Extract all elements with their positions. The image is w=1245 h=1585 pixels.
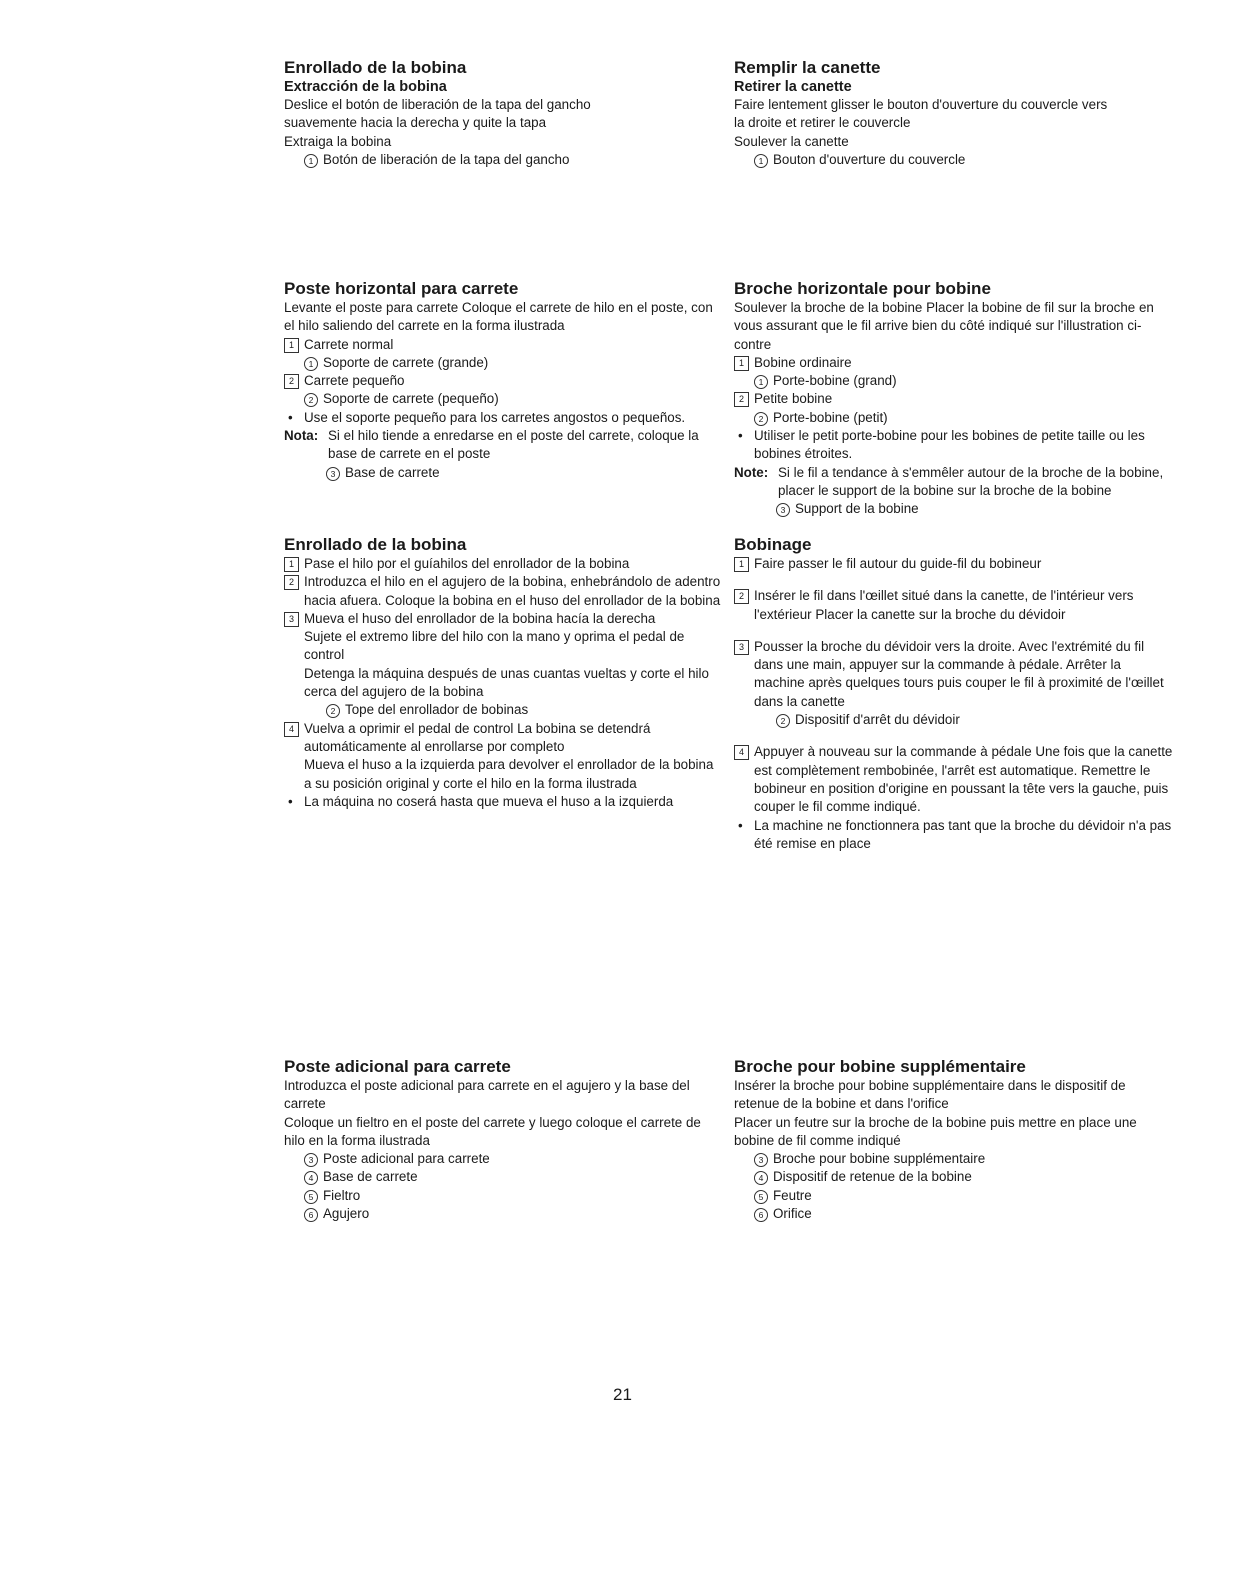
bullet-item: • La máquina no coserá hasta que mueva el huso a la izquierda	[284, 793, 724, 811]
reference-text: Poste adicional para carrete	[323, 1151, 490, 1167]
reference-text: Fieltro	[323, 1187, 361, 1203]
paragraph-line: suavemente hacia la derecha y quite la tapa	[284, 115, 547, 131]
circled-number: 3	[776, 503, 790, 517]
section-title: Poste adicional para carrete	[284, 1057, 511, 1076]
bullet-item: • Use el soporte pequeño para los carretes angostos o pequeños.	[284, 409, 724, 427]
section-title: Broche horizontale pour bobine	[734, 279, 991, 298]
paragraph: Soulever la broche de la bobine Placer la bobine de fil sur la broche en vous assurant que le fil arrive bien du côté indiqué sur l'illustration ci-contre	[734, 300, 1154, 352]
item-text: Carrete normal	[304, 336, 394, 352]
paragraph-line: Faire lentement glisser le bouton d'ouverture du couvercle vers	[734, 97, 1108, 112]
circled-number: 4	[754, 1171, 768, 1185]
reference-text: Dispositif de retenue de la bobine	[773, 1169, 972, 1185]
reference-text: Bouton d'ouverture du couvercle	[773, 151, 966, 167]
reference-text: Base de carrete	[345, 464, 440, 480]
reference-line	[734, 1168, 1174, 1186]
circled-number: 3	[304, 1153, 318, 1167]
paragraph-line: Extraiga la bobina	[284, 133, 392, 149]
paragraph: Sujete el extremo libre del hilo con la mano y oprima el pedal de control	[304, 629, 685, 663]
numbered-item	[734, 743, 1174, 816]
reference-text: Agujero	[323, 1206, 370, 1222]
circled-number: 4	[304, 1171, 318, 1185]
reference-line	[734, 1205, 1174, 1223]
paragraph: Levante el poste para carrete Coloque el carrete de hilo en el poste, con el hilo saliendo del carrete en la forma ilustrada	[284, 300, 713, 334]
item-text: Vuelva a oprimir el pedal de control La bobina se detendrá automáticamente al enrollarse por completo	[304, 720, 651, 754]
reference-line	[284, 151, 724, 169]
reference-line	[734, 151, 1174, 169]
circled-number: 1	[304, 154, 318, 168]
reference-line	[734, 1150, 1174, 1168]
numbered-item	[734, 587, 1174, 624]
note-text: Si el hilo tiende a enredarse en el poste del carrete, coloque la base de carrete en el poste	[328, 428, 699, 462]
section-es-bobbin-removal	[284, 58, 724, 169]
section-title: Bobinage	[734, 535, 812, 554]
reference-text: Base de carrete	[323, 1169, 418, 1185]
numbered-item	[284, 555, 724, 573]
numbered-item	[734, 555, 1174, 573]
circled-number: 2	[304, 393, 318, 407]
reference-line	[284, 1150, 724, 1168]
step-number: 4	[284, 722, 299, 737]
step-number: 2	[734, 392, 749, 407]
paragraph: Mueva el huso a la izquierda para devolver el enrollador de la bobina a su posición original y corte el hilo en la forma ilustrada	[304, 757, 714, 791]
item-text: Mueva el huso del enrollador de la bobina hacía la derecha	[304, 610, 656, 626]
reference-line	[734, 409, 1174, 427]
numbered-item	[734, 390, 1174, 408]
numbered-item	[734, 354, 1174, 372]
reference-line	[734, 372, 1174, 390]
reference-line	[284, 464, 724, 482]
reference-line	[734, 711, 1174, 729]
reference-text: Botón de liberación de la tapa del gancho	[323, 151, 570, 167]
reference-text: Dispositif d'arrêt du dévidoir	[795, 712, 960, 728]
section-subtitle: Extracción de la bobina	[284, 79, 447, 95]
paragraph-line: Deslice el botón de liberación de la tapa del gancho	[284, 97, 591, 112]
section-fr-additional-spool-pin	[734, 1057, 1174, 1223]
reference-text: Broche pour bobine supplémentaire	[773, 1151, 986, 1167]
bullet-item: • La machine ne fonctionnera pas tant que la broche du dévidoir n'a pas été remise en place	[734, 817, 1174, 854]
section-title: Remplir la canette	[734, 58, 881, 77]
circled-number: 5	[754, 1190, 768, 1204]
reference-line	[284, 354, 724, 372]
paragraph: Placer un feutre sur la broche de la bobine puis mettre en place une bobine de fil comme indiqué	[734, 1114, 1137, 1148]
section-es-bobbin-winding	[284, 535, 724, 811]
note-text: Si le fil a tendance à s'emmêler autour de la broche de la bobine, placer le support de la bobine sur la broche de la bobine	[778, 464, 1164, 498]
circled-number: 1	[754, 154, 768, 168]
item-text: Carrete pequeño	[304, 373, 405, 389]
paragraph-line: Soulever la canette	[734, 133, 849, 149]
step-number: 1	[284, 557, 299, 572]
note-label: Note:	[734, 464, 769, 480]
numbered-item	[284, 372, 724, 390]
reference-line	[284, 1205, 724, 1223]
section-fr-horizontal-spool-pin	[734, 279, 1174, 519]
note-label: Nota:	[284, 428, 319, 444]
numbered-item	[284, 336, 724, 354]
note	[734, 464, 1174, 501]
paragraph: Insérer la broche pour bobine supplémentaire dans le dispositif de retenue de la bobine et dans l'orifice	[734, 1078, 1126, 1112]
reference-text: Soporte de carrete (pequeño)	[323, 391, 499, 407]
section-title: Enrollado de la bobina	[284, 58, 467, 77]
item-text: Bobine ordinaire	[754, 354, 852, 370]
reference-line	[284, 390, 724, 408]
step-number: 4	[734, 745, 749, 760]
step-number: 3	[284, 612, 299, 627]
note	[284, 427, 724, 464]
paragraph-line: la droite et retirer le couvercle	[734, 115, 911, 131]
paragraph: Detenga la máquina después de unas cuantas vueltas y corte el hilo cerca del agujero de la bobina	[304, 665, 709, 700]
reference-text: Tope del enrollador de bobinas	[345, 702, 529, 718]
step-number: 1	[734, 356, 749, 371]
section-es-additional-spool-pin	[284, 1057, 724, 1223]
item-text: Introduzca el hilo en el agujero de la bobina, enhebrándolo de adentro hacia afuera. Coloque la bobina en el huso del enrollador de la bobina	[304, 574, 721, 608]
reference-text: Feutre	[773, 1187, 812, 1203]
section-es-horizontal-spool-pin	[284, 279, 724, 482]
circled-number: 2	[326, 704, 340, 718]
section-title: Broche pour bobine supplémentaire	[734, 1057, 1026, 1076]
paragraph: Coloque un fieltro en el poste del carrete y luego coloque el carrete de hilo en la forma ilustrada	[284, 1114, 701, 1148]
numbered-item	[284, 573, 724, 610]
reference-text: Porte-bobine (petit)	[773, 409, 888, 425]
step-number: 1	[734, 557, 749, 572]
bullet-item: • Utiliser le petit porte-bobine pour les bobines de petite taille ou les bobines étroites.	[734, 427, 1174, 464]
section-fr-bobbin-removal	[734, 58, 1174, 169]
item-text: Pase el hilo por el guíahilos del enrollador de la bobina	[304, 556, 630, 571]
reference-text: Orifice	[773, 1206, 812, 1222]
step-number: 2	[284, 374, 299, 389]
circled-number: 2	[754, 412, 768, 426]
reference-line	[284, 1168, 724, 1186]
page-number: 21	[613, 1385, 632, 1404]
step-number: 1	[284, 338, 299, 353]
circled-number: 1	[754, 375, 768, 389]
reference-line	[734, 500, 1174, 518]
paragraph: Introduzca el poste adicional para carrete en el agujero y la base del carrete	[284, 1078, 690, 1112]
reference-line	[284, 701, 724, 719]
circled-number: 3	[326, 467, 340, 481]
reference-line	[284, 1187, 724, 1205]
section-subtitle: Retirer la canette	[734, 79, 852, 95]
reference-line	[734, 1187, 1174, 1205]
circled-number: 1	[304, 357, 318, 371]
circled-number: 6	[754, 1208, 768, 1222]
item-text: Pousser la broche du dévidoir vers la droite. Avec l'extrémité du fil dans une main, appuyer sur la commande à pédale. Arrêter la machine après quelques tours puis couper le fil à proximité de l'œillet dans la canette	[754, 638, 1164, 709]
item-text: Appuyer à nouveau sur la commande à pédale Une fois que la canette est complètement rembobinée, l'arrêt est automatique. Remettre le bobineur en position d'origine en poussant la tête vers la gauche, puis couper le fil comme indiqué.	[754, 744, 1173, 815]
section-fr-bobbin-winding	[734, 535, 1174, 853]
step-number: 2	[284, 575, 299, 590]
reference-text: Porte-bobine (grand)	[773, 373, 897, 389]
numbered-item	[284, 610, 724, 628]
reference-text: Support de la bobine	[795, 501, 919, 517]
reference-text: Soporte de carrete (grande)	[323, 354, 489, 370]
circled-number: 5	[304, 1190, 318, 1204]
step-number: 3	[734, 640, 749, 655]
circled-number: 2	[776, 714, 790, 728]
item-text: Insérer le fil dans l'œillet situé dans la canette, de l'intérieur vers l'extérieur Placer la canette sur la broche du dévidoir	[754, 588, 1134, 622]
item-text: Petite bobine	[754, 391, 833, 407]
item-text: Faire passer le fil autour du guide-fil du bobineur	[754, 556, 1042, 571]
step-number: 2	[734, 589, 749, 604]
section-title: Poste horizontal para carrete	[284, 279, 519, 298]
numbered-item	[284, 720, 724, 757]
numbered-item	[734, 638, 1174, 711]
section-title: Enrollado de la bobina	[284, 535, 467, 554]
circled-number: 3	[754, 1153, 768, 1167]
circled-number: 6	[304, 1208, 318, 1222]
